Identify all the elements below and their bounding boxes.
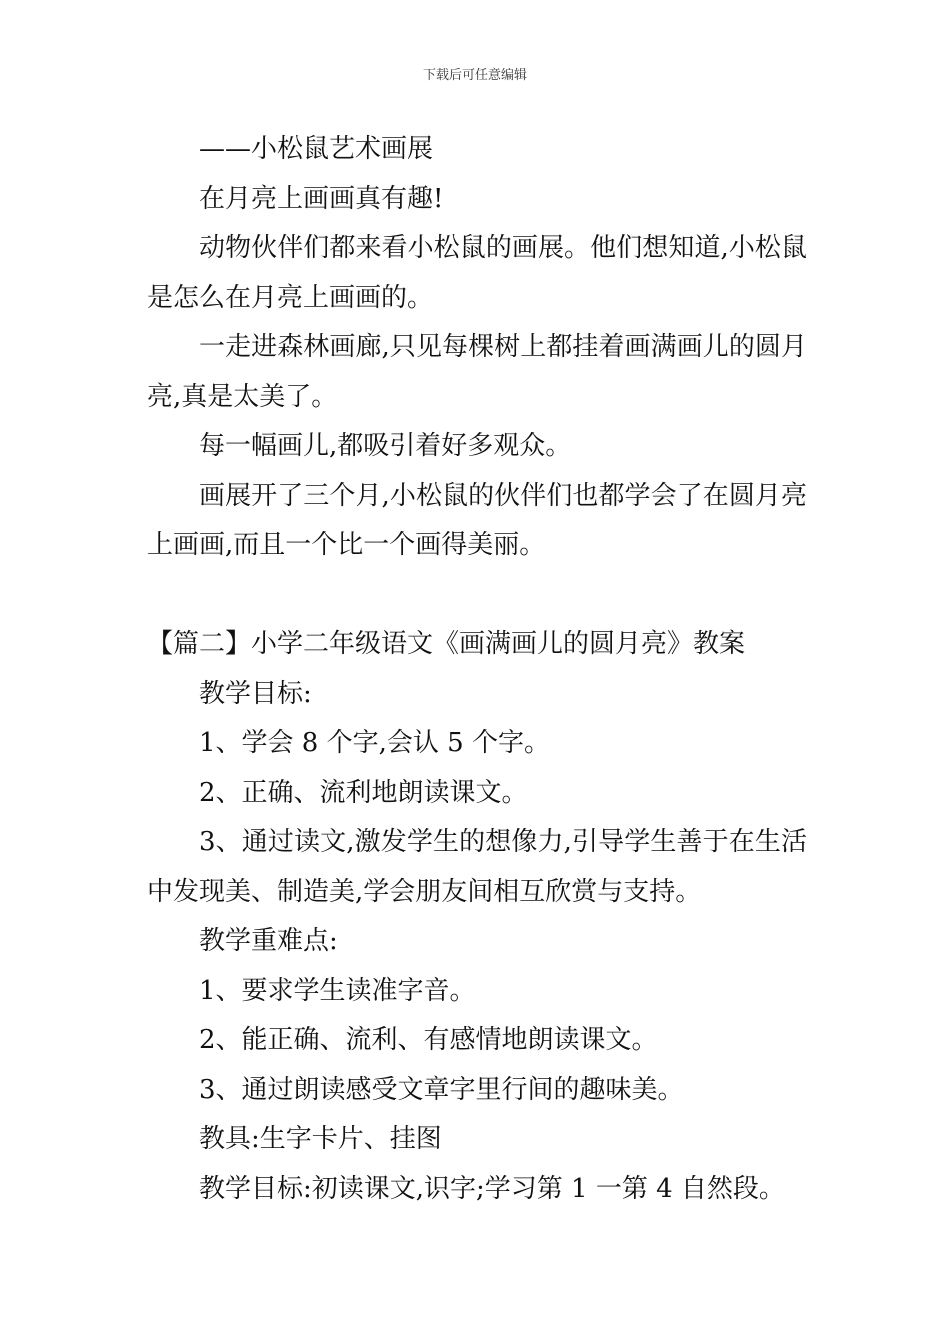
story-paragraph: ——小松鼠艺术画展 [199,134,434,164]
story-paragraph: 动物伙伴们都来看小松鼠的画展。他们想知道,小松鼠是怎么在月亮上画画的。 [147,233,807,313]
lesson-paragraph: 3、通过朗读感受文章字里行间的趣味美。 [199,1074,684,1105]
page-header-note: 下载后可任意编辑 [422,68,527,83]
story-paragraph: 画展开了三个月,小松鼠的伙伴们也都学会了在圆月亮上画画,而且一个比一个画得美丽。 [147,480,807,560]
lesson-paragraph: 教学目标: [199,678,312,709]
lesson-paragraph: 2、能正确、流利、有感情地朗读课文。 [199,1025,658,1055]
lesson-paragraph: 1、要求学生读准字音。 [199,975,476,1006]
document-body [147,125,807,1214]
lesson-paragraph: 教学重难点: [199,926,338,956]
story-paragraph: 在月亮上画画真有趣! [199,183,444,214]
lesson-paragraph: 教学目标:初读课文,识字;学习第 1 一第 4 自然段。 [199,1173,785,1204]
story-paragraph: 一走进森林画廊,只见每棵树上都挂着画满画儿的圆月亮,真是太美了。 [147,332,807,412]
lesson-paragraph: 教具:生字卡片、挂图 [199,1124,442,1154]
story-paragraph: 每一幅画儿,都吸引着好多观众。 [199,431,572,461]
lesson-paragraph: 3、通过读文,激发学生的想像力,引导学生善于在生活中发现美、制造美,学会朋友间相互欣赏与支持。 [147,827,807,907]
lesson-paragraph: 2、正确、流利地朗读课文。 [199,777,528,808]
lesson-paragraph: 1、学会 8 个字,会认 5 个字。 [199,728,550,758]
section-heading: 【篇二】小学二年级语文《画满画儿的圆月亮》教案 [147,629,746,659]
